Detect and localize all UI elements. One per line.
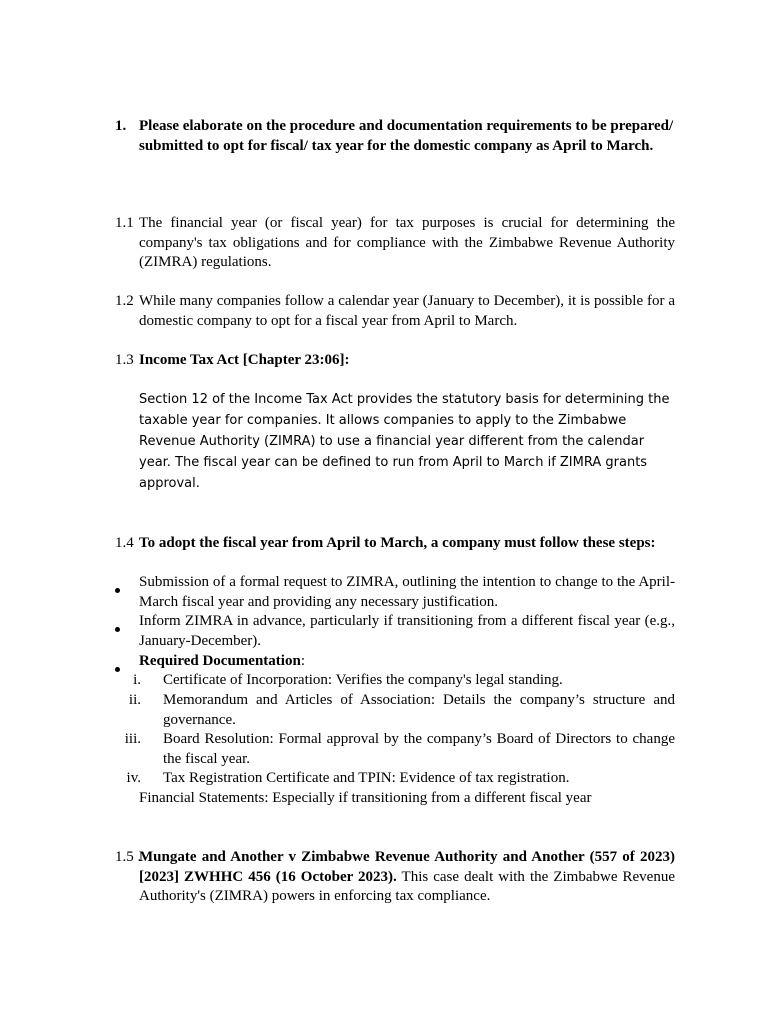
document-item: Board Resolution: Formal approval by the company’s Board of Directors to change the fiscal year.	[163, 731, 675, 767]
document-item: Memorandum and Articles of Association: Details the company’s structure and governance.	[163, 692, 675, 728]
section-text-1-5	[139, 848, 675, 907]
document-numeral: iv.	[126, 770, 141, 786]
case-title: Mungate and Another v Zimbabwe Revenue Authority and Another (557 of 2023) [2023] ZWHHC 456 (16 October 2023).	[139, 849, 675, 885]
trailing-line: Financial Statements: Especially if transitioning from a different fiscal year	[139, 790, 592, 806]
question-number: 1.	[115, 118, 127, 134]
document-numeral: ii.	[128, 692, 141, 708]
section-number-1-3: 1.3	[115, 352, 134, 368]
bullet-icon	[115, 580, 120, 598]
section-text-1-2: While many companies follow a calendar year (January to December), it is possible for a domestic company to opt for a fiscal year from April to March.	[139, 293, 675, 329]
section-heading-1-4: To adopt the fiscal year from April to March, a company must follow these steps:	[139, 535, 656, 551]
section-number-1-5: 1.5 .	[115, 849, 142, 865]
section-number-1-1: 1.1	[115, 215, 134, 231]
document-numeral: iii.	[124, 731, 141, 747]
document-item: Tax Registration Certificate and TPIN: Evidence of tax registration.	[163, 770, 570, 786]
required-documentation-colon: :	[300, 653, 305, 669]
bullet-item: Submission of a formal request to ZIMRA, outlining the intention to change to the April-March fiscal year and providing any necessary justification.	[139, 574, 675, 610]
section-heading-1-3: Income Tax Act [Chapter 23:06]:	[139, 352, 350, 368]
document-numeral: i.	[133, 672, 141, 688]
section-text-1-1: The financial year (or fiscal year) for tax purposes is crucial for determining the company's tax obligations and for compliance with the Zimbabwe Revenue Authority (ZIMRA) regulations.	[139, 215, 675, 270]
required-documentation-text: Required Documentation	[139, 653, 301, 669]
section-number-1-4: 1.4	[115, 535, 134, 551]
section-number-1-2: 1.2	[115, 293, 134, 309]
document-item: Certificate of Incorporation: Verifies the company's legal standing.	[163, 672, 563, 688]
case-description: This case dealt with the Zimbabwe Revenue Authority's (ZIMRA) powers in enforcing tax compliance.	[139, 868, 675, 904]
section-body-1-3: Section 12 of the Income Tax Act provides the statutory basis for determining the taxable year for companies. It allows companies to apply to the Zimbabwe Revenue Authority (ZIMRA) to use a financial year different from the calendar year. The fiscal year can be defined to run from April to March if ZIMRA grants approval.	[139, 392, 670, 491]
question-heading: Please elaborate on the procedure and documentation requirements to be prepared/ submitted to opt for fiscal/ tax year for the domestic company as April to March.	[139, 118, 674, 154]
bullet-icon	[115, 619, 120, 637]
required-documentation-label	[139, 652, 305, 672]
bullet-item: Inform ZIMRA in advance, particularly if transitioning from a different fiscal year (e.g., January-December).	[139, 613, 675, 649]
